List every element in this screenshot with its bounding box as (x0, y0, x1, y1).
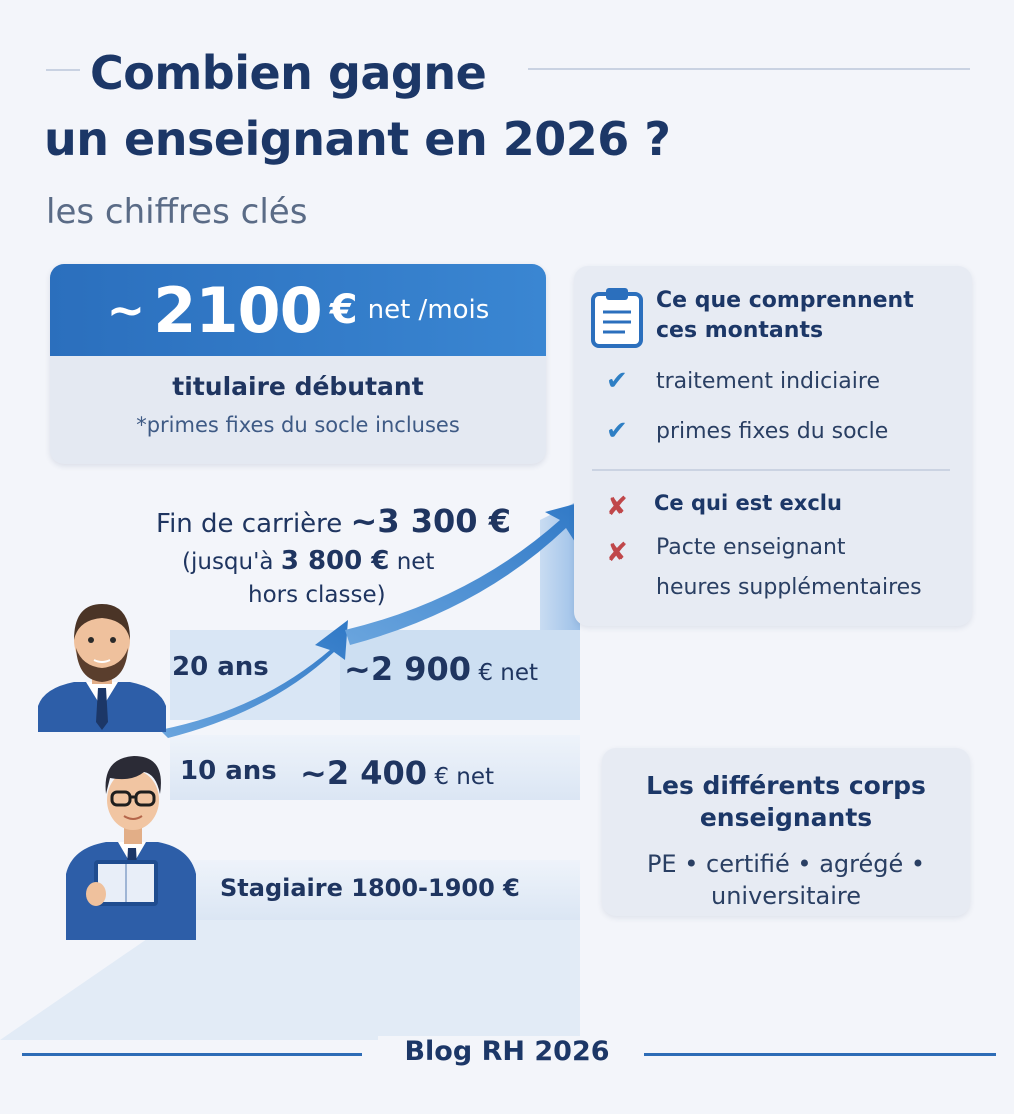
year-20-value (344, 650, 538, 688)
footer (0, 1036, 1014, 1067)
excludes-line-2: heures supplémentaires (656, 575, 922, 600)
year-20-label: 20 ans (172, 652, 269, 682)
info-divider (592, 469, 950, 471)
career-end-range-prefix: (jusqu'à (182, 549, 281, 575)
excludes-title: Ce qui est exclu (654, 491, 842, 515)
title-line-1: Combien gagne (90, 46, 487, 100)
check-icon: ✔ (606, 366, 628, 396)
cross-icon: ✘ (606, 492, 628, 522)
year-10-unit: € net (427, 764, 495, 790)
includes-item-2-text: primes fixes du socle (656, 418, 889, 444)
includes-item-1 (606, 366, 880, 396)
title-line-2: un enseignant en 2026 ? (44, 112, 671, 166)
includes-item-2 (606, 416, 888, 446)
headline-who: titulaire débutant (172, 372, 424, 401)
year-20-unit: € net (471, 660, 539, 686)
career-end-range (182, 546, 434, 576)
year-10-amount: 2 400 (326, 754, 428, 792)
corps-list: PE • certifié • agrégé • universitaire (646, 850, 926, 910)
year-10-tilde: ~ (300, 754, 327, 792)
includes-title: Ce que comprennent ces montants (656, 288, 914, 343)
year-10-value (300, 754, 494, 792)
clipboard-icon (590, 286, 644, 348)
corps-title: Les différents corps enseignants (646, 771, 926, 832)
career-end-amount: ~3 300 € (350, 502, 511, 540)
career-end-range-line2: hors classe) (248, 582, 386, 608)
senior-teacher-avatar (34, 596, 170, 732)
headline-note: *primes fixes du socle incluses (136, 413, 460, 437)
page-subtitle: les chiffres clés (46, 192, 308, 232)
includes-item-1-text: traitement indiciaire (656, 368, 880, 394)
career-end-range-amount: 3 800 € (280, 546, 390, 576)
career-end-range-suffix: net (389, 549, 435, 575)
headline-salary-card (50, 264, 546, 464)
page-title (44, 40, 804, 172)
career-end-text: Fin de carrière (156, 509, 351, 539)
headline-euro: € (329, 287, 358, 333)
amounts-info-card (574, 266, 972, 626)
year-20-amount: 2 900 (370, 650, 472, 688)
excludes-text (656, 528, 922, 608)
headline-amount: 2100 (153, 273, 322, 347)
headline-salary-band (50, 264, 546, 356)
excludes-line-1: Pacte enseignant (656, 535, 846, 560)
teacher-corps-card (602, 748, 970, 916)
headline-unit: net /mois (367, 295, 490, 325)
check-icon: ✔ (606, 416, 628, 446)
career-end-label (156, 502, 511, 540)
cross-icon: ✘ (606, 538, 628, 568)
year-10-label: 10 ans (180, 756, 277, 786)
year-20-tilde: ~ (344, 650, 371, 688)
headline-tilde: ~ (106, 283, 146, 337)
stagiaire-label: Stagiaire 1800-1900 € (220, 874, 520, 902)
footer-label: Blog RH 2026 (378, 1036, 635, 1067)
